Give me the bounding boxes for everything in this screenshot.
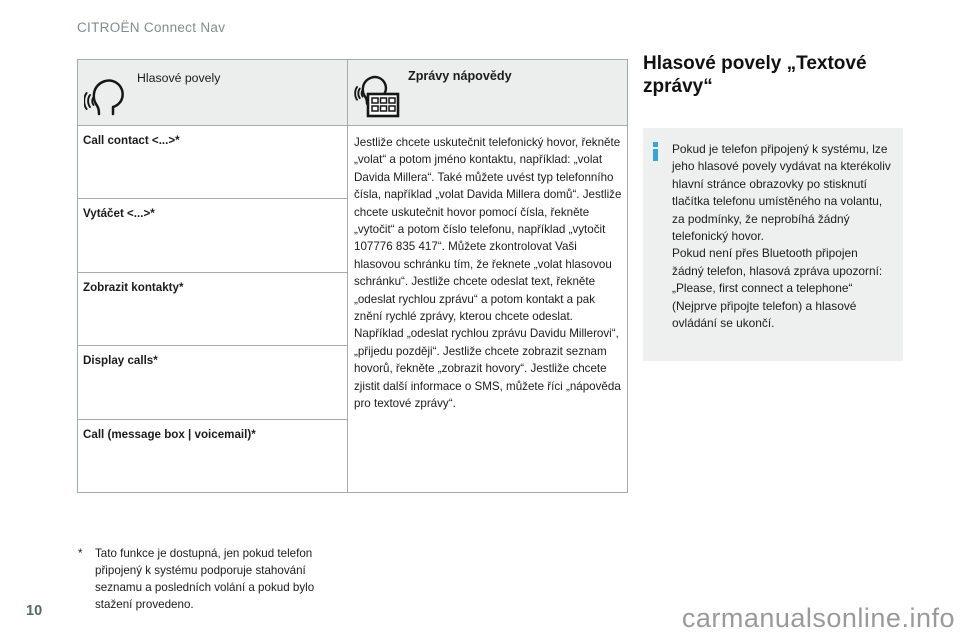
info-box [643, 128, 903, 361]
table-header-voice-commands [78, 60, 348, 126]
voice-command-call-message-box: Call (message box | voicemail)* [83, 427, 256, 441]
section-title: Hlasové povely „Textové zprávy“ [643, 53, 867, 97]
info-paragraph: Pokud je telefon připojený k systému, lze jeho hlasové povely vydávat na kterékoliv hlavní stránce obrazovky po stisknutí tlačítka telefonu umístěného na volantu, za podmínky, že neprobíhá žádný telefonický hovor. [672, 142, 891, 244]
table-header-left-label: Hlasové povely [137, 71, 221, 85]
info-paragraph: Pokud není přes Bluetooth připojen žádný telefon, hlasová zpráva upozorní: „Please, first connect a telephone“ (Nejprve připojte telefon) a hlasové ovládání se ukončí. [672, 246, 883, 331]
footnote [78, 545, 353, 613]
voice-command-call-contact: Call contact <...>* [78, 126, 347, 199]
voice-command-vytacet: Vytáčet <...>* [78, 199, 347, 272]
voice-command-list [78, 126, 348, 492]
page-number: 10 [26, 603, 43, 619]
table-header-help-messages [348, 60, 627, 126]
voice-commands-table [77, 59, 628, 493]
speaking-head-icon [84, 68, 126, 123]
table-header-right-label: Zprávy nápovědy [408, 69, 512, 83]
info-text [672, 141, 891, 332]
footnote-text: Tato funkce je dostupná, jen pokud telefon připojený k systému podporuje stahování seznamu a posledních volání a pokud bylo stažení provedeno. [95, 547, 315, 611]
voice-command-display-calls: Display calls* [78, 346, 347, 419]
voice-command-zobrazit-kontakty: Zobrazit kontakty* [78, 273, 347, 346]
footnote-marker: * [78, 547, 83, 560]
page-header-title: CITROËN Connect Nav [77, 20, 226, 35]
help-message-description: Jestliže chcete uskutečnit telefonický hovor, řekněte „volat“ a potom jméno kontaktu, například: „volat Davida Millera“. Také můžete uvést typ telefonního čísla, například „volat Davida Millera domů“. Jestliže chcete uskutečnit hovor pomocí čísla, řekněte „vytočit“ a potom číslo telefonu, například „vytočit 107776 835 417“. Můžete zkontrolovat Vaši hlasovou schránku tím, že řeknete „volat hlasovou schránku“. Jestliže chcete odeslat text, řekněte „odeslat rychlou zprávu“ a potom kontakt a pak znění rychlé zprávy, kterou chcete odeslat. Například „odeslat rychlou zprávu Davidu Millerovi“, „přijedu později“. Jestliže chcete zobrazit seznam hovorů, řekněte „zobrazit hovory“. Jestliže chcete zjistit další informace o SMS, můžete říci „nápověda pro textové zprávy“. [354, 136, 622, 411]
speaking-head-keypad-icon [351, 65, 405, 126]
info-icon [653, 141, 663, 161]
watermark: carmanualsonline.info [681, 603, 955, 633]
